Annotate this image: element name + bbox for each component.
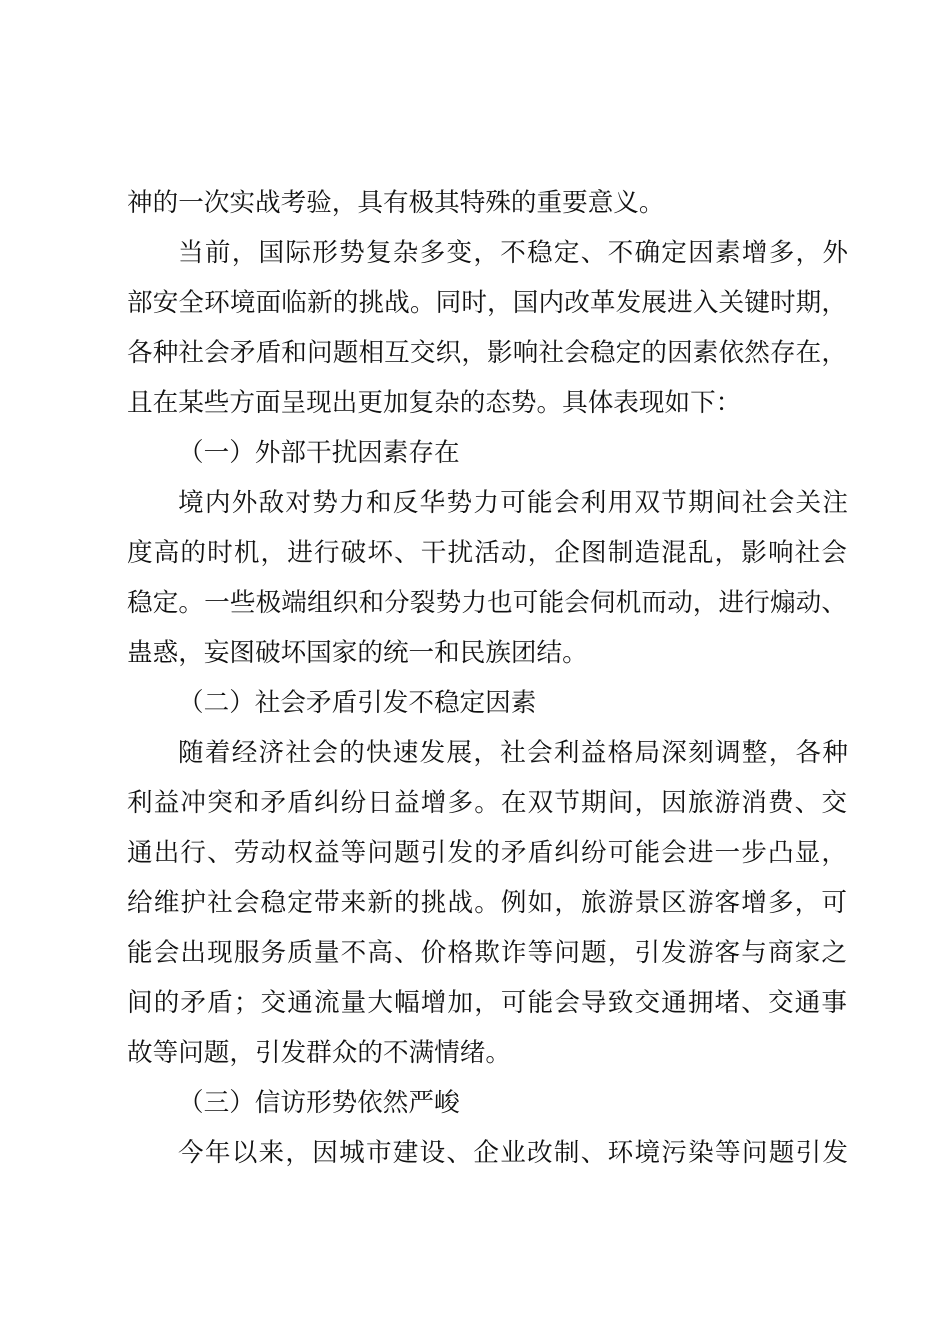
paragraph-line: 给维护社会稳定带来新的挑战。例如，旅游景区游客增多，可 bbox=[127, 888, 847, 918]
section-heading: （一）外部干扰因素存在 bbox=[178, 438, 460, 468]
paragraph-line: 能会出现服务质量不高、价格欺诈等问题，引发游客与商家之 bbox=[127, 938, 847, 968]
paragraph-line: 随着经济社会的快速发展，社会利益格局深刻调整，各种 bbox=[178, 738, 848, 768]
section-heading: （二）社会矛盾引发不稳定因素 bbox=[178, 688, 537, 718]
paragraph-line: 利益冲突和矛盾纠纷日益增多。在双节期间，因旅游消费、交 bbox=[127, 788, 847, 818]
paragraph-line: 蛊惑，妄图破坏国家的统一和民族团结。 bbox=[127, 638, 588, 668]
paragraph-line: 且在某些方面呈现出更加复杂的态势。具体表现如下： bbox=[127, 388, 742, 418]
paragraph-line: 稳定。一些极端组织和分裂势力也可能会伺机而动，进行煽动、 bbox=[127, 588, 847, 618]
paragraph-line: 间的矛盾；交通流量大幅增加，可能会导致交通拥堵、交通事 bbox=[127, 988, 847, 1018]
paragraph-line: 当前，国际形势复杂多变，不稳定、不确定因素增多，外 bbox=[178, 238, 848, 268]
paragraph-line: 今年以来，因城市建设、企业改制、环境污染等问题引发 bbox=[178, 1138, 848, 1168]
paragraph-line: 神的一次实战考验，具有极其特殊的重要意义。 bbox=[127, 188, 665, 218]
paragraph-line: 各种社会矛盾和问题相互交织，影响社会稳定的因素依然存在， bbox=[127, 338, 847, 368]
section-heading: （三）信访形势依然严峻 bbox=[178, 1088, 460, 1118]
paragraph-line: 通出行、劳动权益等问题引发的矛盾纠纷可能会进一步凸显， bbox=[127, 838, 847, 868]
paragraph-line: 故等问题，引发群众的不满情绪。 bbox=[127, 1038, 511, 1068]
paragraph-line: 部安全环境面临新的挑战。同时，国内改革发展进入关键时期， bbox=[127, 288, 847, 318]
paragraph-line: 度高的时机，进行破坏、干扰活动，企图制造混乱，影响社会 bbox=[127, 538, 847, 568]
paragraph-line: 境内外敌对势力和反华势力可能会利用双节期间社会关注 bbox=[178, 488, 848, 518]
